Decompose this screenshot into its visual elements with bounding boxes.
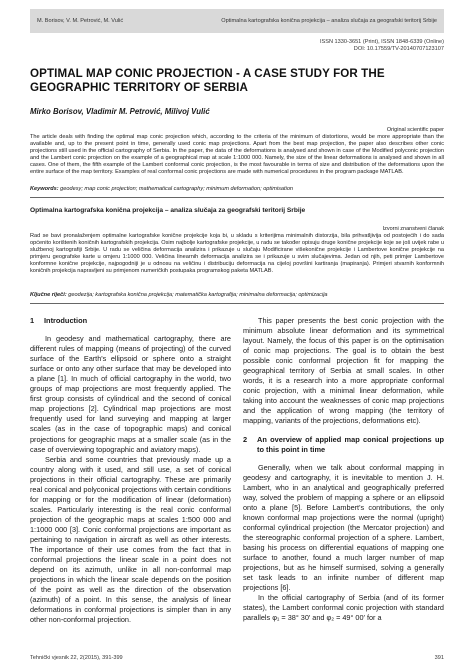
paper-type-sr: Izvorni znanstveni članak [382, 226, 444, 232]
paragraph: In the official cartography of Serbia (and of its former states), the Lambert conformal conic projection with standard parallels φ₁ = 38° 30′ and φ₂ = 49° 00′ for a [243, 593, 444, 623]
keywords-en [30, 186, 444, 193]
keywords-label-sr: Ključne riječi: [30, 292, 67, 298]
keywords-sr [30, 292, 444, 299]
section-number: 2 [243, 434, 248, 444]
section-heading [30, 316, 231, 326]
subtitle-sr: Optimalna kartografska konična projekcija – analiza slučaja za geografski teritorij Srbije [30, 207, 306, 214]
keywords-label: Keywords: [30, 186, 59, 192]
divider [30, 303, 444, 304]
header-short-title: Optimalna kartografska konična projekcija – analiza slučaja za geografski teritorij Srbije [221, 18, 437, 24]
paragraph: Generally, when we talk about conformal mapping in geodesy and cartography, it is inevitable to mention J. H. Lambert, who in an analytical and geographically preferred way, solved the problem of mapping a sphere or an ellipsoid onto a plane [5]. Before Lambert's contributions, the only known conformal map projections were the normal (upright) conformal cylindrical projection (the Mercator projection) and the stereographic conformal projection of a sphere. Lambert, basing his process on differential equations of mapping one surface to another, found a much larger number of map projections, but as he himself surmised, solving a generally set task leads to an infinite number of different map projections [6]. [243, 462, 444, 593]
divider [30, 197, 444, 198]
header-authors: M. Borisov, V. M. Petrović, M. Vulić [37, 18, 124, 24]
section-title: An overview of applied map conical projections up to this point in time [257, 434, 444, 454]
issn-block [320, 39, 444, 53]
paper-title: OPTIMAL MAP CONIC PROJECTION - A CASE STUDY FOR THE GEOGRAPHIC TERRITORY OF SERBIA [30, 67, 385, 94]
section-number: 1 [30, 316, 35, 325]
issn-line: ISSN 1330-3651 (Print), ISSN 1848-6339 (Online) [319, 39, 444, 45]
section-heading [243, 435, 444, 455]
paragraph: Serbia and some countries that previously made up a country along with it used, and still use, a set of conical projections in their official cartography. These are primarily real conical and polyconical projections with certain conditions for mapping or for the modification of linear (deformation) scales. Particularly interesting is the real conic conformal projection of the geographic maps at scales 1:500 000 and 1:1000 000 [3]. Conic conformal projections are important as pertaining to navigation in aircraft as well as other interests. The importance of their use comes from the fact that in conformal projections the linear scale in a point does not depend on its azimuth, unlike in all non-conformal map projections in which the linear scale depends on the position of the point as well as the direction of the observation (azimuth) of a point. In this sense, the analysis of linear deformations in conformal projections is simpler than in any other non-conformal projection. [30, 454, 231, 625]
journal-citation: Tehnički vjesnik 22, 2(2015), 391-399 [30, 655, 123, 661]
right-column [243, 316, 444, 623]
abstract-sr: Rad se bavi pronalaženjem optimalne kartografske konične projekcije koja bi, u skladu s kriterijima minimalnih distorzija, bila prihvatljivija od postojećih i do sada općenito korištenih koničnih kartografskih projekcija. Osim najbolje kartografske projekcije, u radu se također opisuju druge konične projekcije koje se još uvijek rabe u službenoj kartografiji Srbije. U radu se veličina deformacija analizira i prikazuje u slučaju Modificirane višekonične projekcije i Lambertove konične projekcije na primjeru geografske karte u omjeru 1:1000 000. Veličina linearnih deformacija analizira se i prikazuje u svim slučajevima. Jedan od njih, peti primjer Lambertove konformne konične projekcije, najpogodniji je u odnosu na veličinu i distribuciju deformacija na cijeloj površini kartiranja (mapiranja). Primjeri stvarnih konformnih koničnih projekcija napravljeni su primjenom numeričkih postupaka programskog paketa MATLAB. [30, 233, 444, 274]
keywords-text-sr: geodezija; kartografska konična projekcija; matematička kartografija; minimalna deformacija; optimizacija [68, 292, 328, 298]
keywords-text: geodesy; map conic projection; mathematical cartography; minimum deformation; optimisation [60, 186, 294, 192]
abstract-en: The article deals with finding the optimal map conic projection which, according to the criteria of the minimum of distortions, would be more appropriate than the available and, up to the present point in time, generally used conic map projections. Apart from the best map projection, the paper also describes other conic projections still used in the official cartography of Serbia. In the paper, the data of the deformations is analysed and shown in case of the Modified polyconic projection and the Lambert conic projection on the example of a geographical map at scale 1:1000 000. Namely, the size of the linear deformations is analysed and shown in all cases. One of them, the fifth example of the Lambert conformal conic projection, is the most favourable in terms of size and distribution of the deformations upon the entire surface of the map territory. Examples of real conformal conic projections are made with numerical procedures in the program package MATLAB. [30, 134, 444, 175]
paragraph: In geodesy and mathematical cartography, there are different rules of mapping (means of projecting) of the curved surface of the Earth's ellipsoid or sphere onto a straight surface or onto any other surface that may be developed into a plane [1]. In much of official cartography in the world, two groups of map projections are most frequently applied. The first group consists of cylindrical and the second of conical map projections [2]. Cylindrical map projections are most frequently used for land surveying and mapping at larger scales (as in the case of topographic maps) and conical projections for geographic maps at a smaller scale (as in the case of overviewing topographic and aviatory maps). [30, 334, 231, 454]
page-number: 391 [434, 655, 444, 661]
paper-type-en: Original scientific paper [386, 127, 444, 133]
author-list: Mirko Borisov, Vladimir M. Petrović, Milivoj Vulić [30, 107, 210, 116]
running-header [30, 9, 444, 33]
left-column [30, 316, 231, 625]
section-title: Introduction [44, 316, 88, 325]
page-footer [30, 655, 444, 661]
doi-line: DOI: 10.17559/TV-20140707123107 [353, 46, 444, 52]
paragraph: This paper presents the best conic projection with the minimum absolute linear deformation and its symmetrical layout. Namely, the focus of this paper is on the optimisation of conic map projections. The goal is to obtain the best possible conic conformal projection fit for mapping the geographical territory of Serbia at small scales. In other words, it is a research into a more appropriate conformal conic projection, with a minimal linear deformation, while taking into account the weaknesses of conic map projections and the application of wrong mapping (the territory of mapping, variants of the projections, deformations etc). [243, 316, 444, 426]
